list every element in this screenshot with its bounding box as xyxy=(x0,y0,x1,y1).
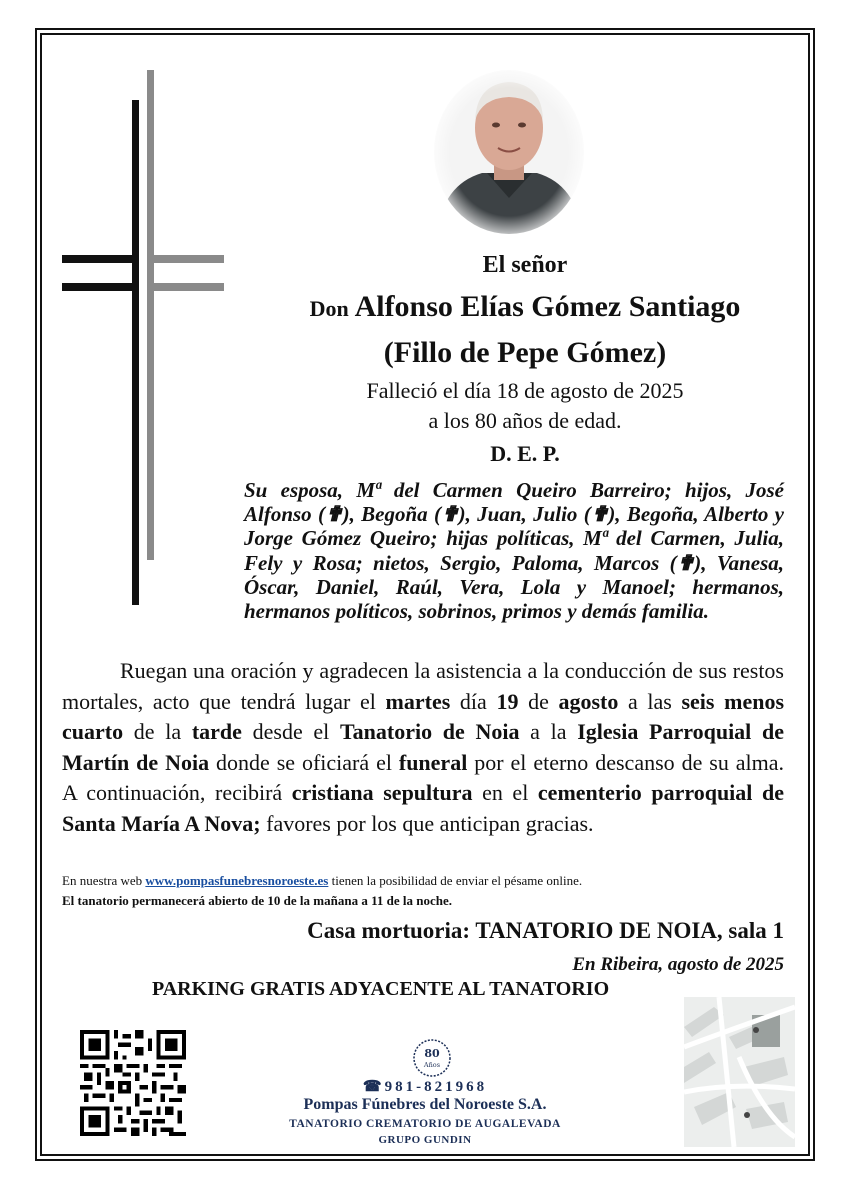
nickname: (Fillo de Pepe Gómez) xyxy=(383,336,667,369)
intro-text: El señor xyxy=(482,252,568,278)
phone-icon: ☎ xyxy=(362,1079,385,1095)
phone-number[interactable]: ☎981-821968 xyxy=(362,1079,488,1095)
deceased-name xyxy=(240,290,810,324)
dep-text: D. E. P. xyxy=(490,441,560,466)
title-prefix: Don xyxy=(309,296,349,321)
company-name: Pompas Fúnebres del Noroeste S.A. xyxy=(303,1096,547,1113)
web-notice: En nuestra web www.pompasfunebresnoroeste.es tienen la posibilidad de enviar el pésame online. xyxy=(62,873,583,888)
parking-notice: PARKING GRATIS ADYACENTE AL TANATORIO xyxy=(152,978,610,1000)
name-text: Alfonso Elías Gómez Santiago xyxy=(354,290,741,323)
location-map-icon xyxy=(684,997,795,1147)
age: a los 80 años de edad. xyxy=(428,408,622,433)
group-name: GRUPO GUNDIN xyxy=(378,1134,472,1146)
portrait-photo xyxy=(432,70,587,235)
ceremony-text: Ruegan una oración y agradecen la asistencia a la conducción de sus restos mortales, acto que tendrá lugar el martes día 19 de agosto a las seis menos cuarto de la tarde desde el Tanatorio de Noia a la Iglesia Parroquial de Martín de Noia donde se oficiará el funeral por el eterno descanso de su alma. A continuación, recibirá cristiana sepultura en el cementerio parroquial de Santa María A Nova; favores por los que anticipan gracias. xyxy=(62,658,785,836)
anniversary-logo-icon xyxy=(412,1038,452,1078)
casa-mortuoria: Casa mortuoria: TANATORIO DE NOIA, sala 1 xyxy=(307,918,784,943)
svg-text:Años: Años xyxy=(423,1061,441,1069)
crematorio-name: TANATORIO CREMATORIO DE AUGALEVADA xyxy=(289,1118,561,1130)
website-link[interactable]: www.pompasfunebresnoroeste.es xyxy=(145,873,329,888)
svg-text:80: 80 xyxy=(424,1047,440,1060)
family-list: Su esposa, Mª del Carmen Queiro Barreiro; hijos, José Alfonso (✟), Begoña (✟), Juan, Julio (✟), Begoña, Alberto y Jorge Gómez Queiro; hijas políticas, Mª del Carmen, Julia, Fely y Rosa; nietos, Sergio, Paloma, Marcos (✟), Vanesa, Óscar, Daniel, Raúl, Vera, Lola y Manoel; hermanos, hermanos políticos, sobrinos, primos y demás familia. xyxy=(244,478,784,624)
death-date: Falleció el día 18 de agosto de 2025 xyxy=(366,378,684,403)
qr-code-icon xyxy=(80,1030,186,1136)
hours-notice: El tanatorio permanecerá abierto de 10 de la mañana a 11 de la noche. xyxy=(62,893,452,908)
place-date: En Ribeira, agosto de 2025 xyxy=(572,954,784,975)
